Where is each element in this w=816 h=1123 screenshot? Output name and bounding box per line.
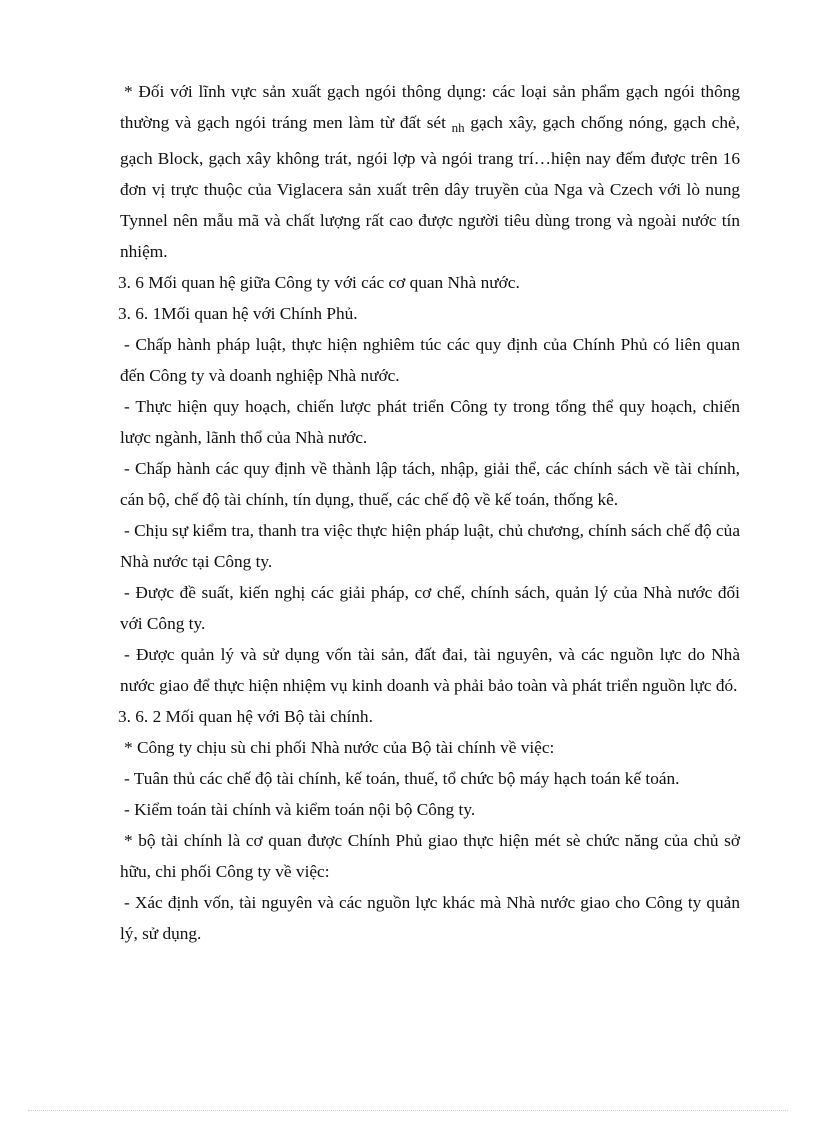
paragraph-ministry-control: * Công ty chịu sù chi phối Nhà nước của Bộ tài chính về việc: [124, 738, 555, 757]
paragraph-regulations: - Chấp hành các quy định về thành lập tách, nhập, giải thể, các chính sách về tài chính, cán bộ, chế độ tài chính, tín dụng, thuế, các chế độ về kế toán, thống kê. [120, 459, 740, 509]
paragraph-resources: - Được quản lý và sử dụng vốn tài sản, đất đai, tài nguyên, và các nguồn lực do Nhà nước giao để thực hiện nhiệm vụ kinh doanh và phải bảo toàn và phát triển nguồn lực đó. [120, 645, 740, 695]
page-footer-divider [28, 1110, 788, 1111]
paragraph-accounting: - Tuân thủ các chế độ tài chính, kế toán, thuế, tổ chức bộ máy hạch toán kế toán. [124, 769, 680, 788]
paragraph-proposals: - Được đề suất, kiến nghị các giải pháp, cơ chế, chính sách, quản lý của Nhà nước đối với Công ty. [120, 583, 740, 633]
section-heading-3-6-1: 3. 6. 1Mối quan hệ với Chính Phủ. [118, 304, 358, 323]
subscript-fragment: nh [451, 120, 465, 135]
paragraph-text: * Đối với lĩnh vực sản xuất gạch ngói thông dụng: các loại sản phẩm gạch ngói thông thường và gạch ngói tráng men làm từ đất sét [120, 82, 740, 132]
paragraph-inspection: - Chịu sự kiểm tra, thanh tra việc thực hiện pháp luật, chủ chương, chính sách chế độ của Nhà nước tại Công ty. [120, 521, 740, 571]
paragraph-audit: - Kiểm toán tài chính và kiểm toán nội bộ Công ty. [124, 800, 476, 819]
paragraph-ministry-role: * bộ tài chính là cơ quan được Chính Phủ giao thực hiện mét sè chức năng của chủ sở hữu, chi phối Công ty về việc: [120, 831, 740, 881]
paragraph-capital: - Xác định vốn, tài nguyên và các nguồn lực khác mà Nhà nước giao cho Công ty quản lý, sử dụng. [120, 893, 740, 943]
document-body [120, 76, 740, 949]
section-heading-3-6: 3. 6 Mối quan hệ giữa Công ty với các cơ quan Nhà nước. [118, 273, 520, 292]
paragraph-ceramic-products [120, 76, 740, 267]
paragraph-law-compliance: - Chấp hành pháp luật, thực hiện nghiêm túc các quy định của Chính Phủ có liên quan đến Công ty và doanh nghiệp Nhà nước. [120, 335, 740, 385]
paragraph-planning: - Thực hiện quy hoạch, chiến lược phát triển Công ty trong tổng thể quy hoạch, chiến lược ngành, lãnh thổ của Nhà nước. [120, 397, 740, 447]
section-heading-3-6-2: 3. 6. 2 Mối quan hệ với Bộ tài chính. [118, 707, 373, 726]
paragraph-text: gạch xây, gạch chống nóng, gạch chẻ, gạch Block, gạch xây không trát, ngói lợp và ngói trang trí…hiện nay đếm được trên 16 đơn vị trực thuộc của Viglacera sản xuất trên dây truyền của Nga và Czech với lò nung Tynnel nên mẫu mã và chất lượng rất cao được người tiêu dùng trong và ngoài nước tín nhiệm. [120, 113, 740, 261]
